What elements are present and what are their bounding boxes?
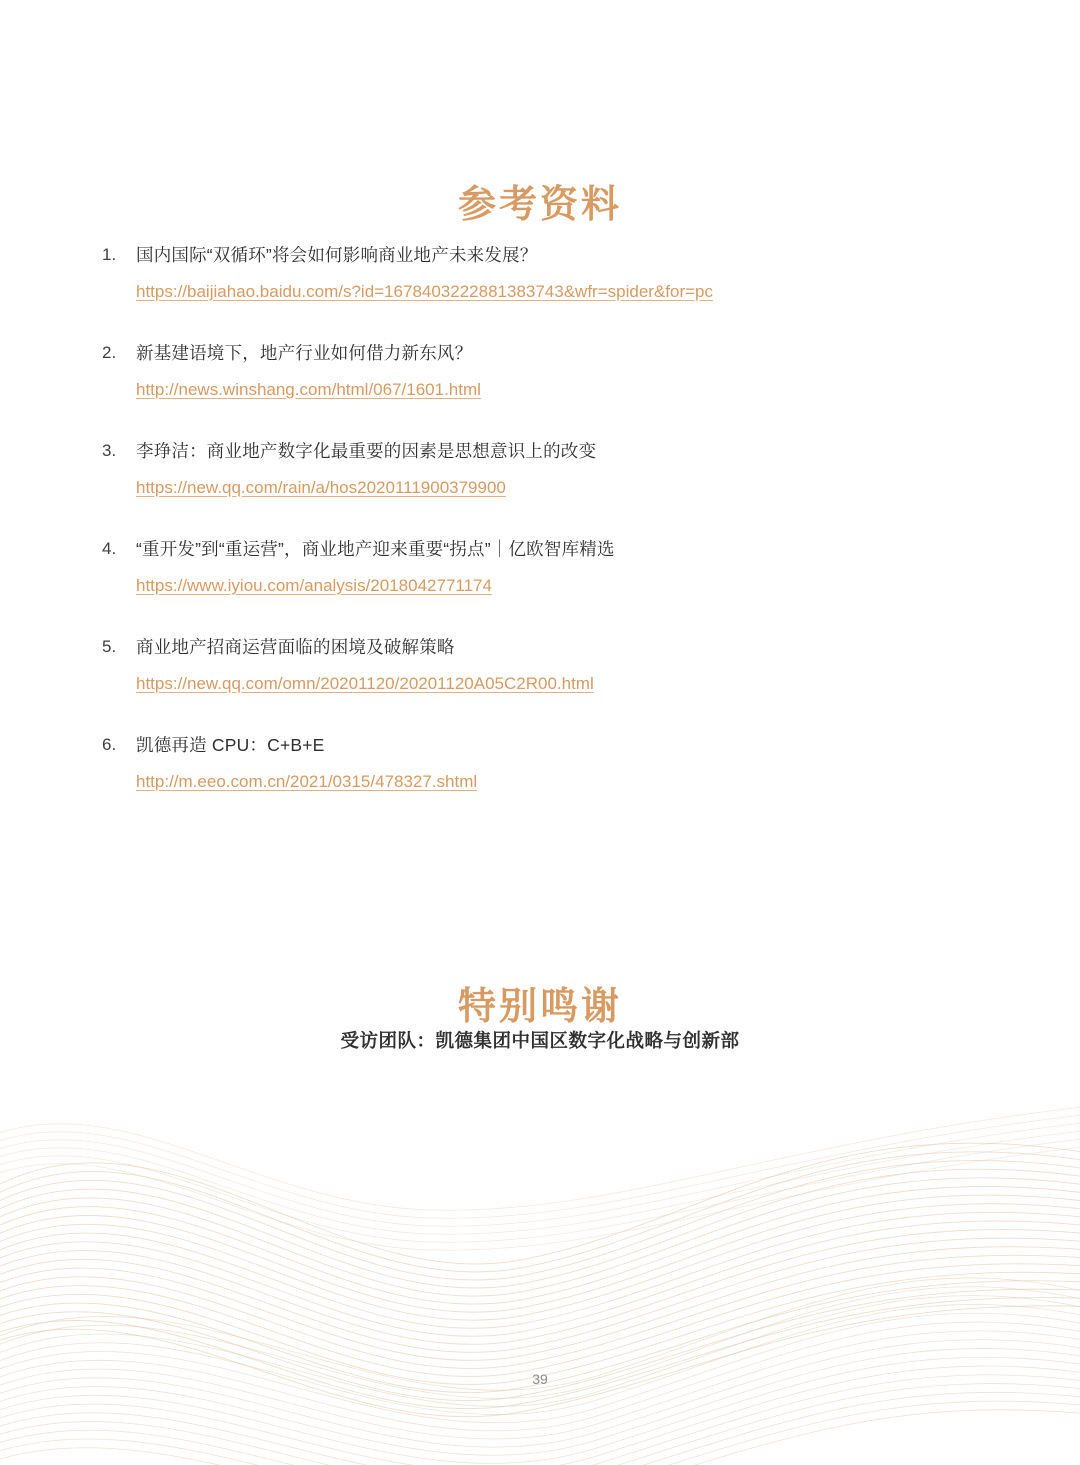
list-item-text: “重开发”到“重运营”，商业地产迎来重要“拐点”｜亿欧智库精选 bbox=[136, 539, 615, 559]
list-item-link[interactable]: https://new.qq.com/rain/a/hos2020111900379900 bbox=[136, 478, 506, 497]
list-item-text: 李琤洁：商业地产数字化最重要的因素是思想意识上的改变 bbox=[136, 441, 597, 461]
list-item-index: 2. bbox=[102, 343, 117, 362]
list-item-index: 5. bbox=[102, 637, 117, 656]
list-item bbox=[96, 436, 984, 502]
page-number: 39 bbox=[532, 1371, 548, 1387]
list-item-index: 6. bbox=[102, 735, 117, 754]
references-section-title: 参考资料 bbox=[457, 184, 622, 227]
list-item-text: 新基建语境下，地产行业如何借力新东风？ bbox=[136, 343, 473, 363]
list-item-text: 商业地产招商运营面临的困境及破解策略 bbox=[136, 637, 455, 657]
list-item-link[interactable]: https://www.iyiou.com/analysis/2018042771174 bbox=[136, 576, 492, 595]
list-item bbox=[96, 534, 984, 600]
list-item-body bbox=[136, 240, 984, 306]
list-item bbox=[96, 338, 984, 404]
list-item bbox=[96, 730, 984, 796]
list-item-link[interactable]: https://baijiahao.baidu.com/s?id=1678403222881383743&wfr=spider&for=pc bbox=[136, 282, 714, 301]
list-item-index: 1. bbox=[102, 245, 117, 264]
list-item-body bbox=[136, 534, 984, 600]
list-item-link[interactable]: http://news.winshang.com/html/067/1601.html bbox=[136, 380, 481, 399]
list-item-body bbox=[136, 730, 984, 796]
list-item bbox=[96, 240, 984, 306]
list-item-body bbox=[136, 338, 984, 404]
list-item-index: 3. bbox=[102, 441, 117, 460]
list-item-body bbox=[136, 436, 984, 502]
list-item-body bbox=[136, 632, 984, 698]
list-item-link[interactable]: https://new.qq.com/omn/20201120/20201120A05C2R00.html bbox=[136, 674, 594, 693]
list-item-index: 4. bbox=[102, 539, 117, 558]
decorative-wave-graphic bbox=[0, 1045, 1080, 1465]
list-item-text: 凯德再造 CPU：C+B+E bbox=[136, 735, 325, 755]
thanks-section-title: 特别鸣谢 bbox=[457, 986, 622, 1029]
thanks-credit-line: 受访团队：凯德集团中国区数字化战略与创新部 bbox=[340, 1030, 740, 1051]
list-item-link[interactable]: http://m.eeo.com.cn/2021/0315/478327.shtml bbox=[136, 772, 478, 791]
reference-list bbox=[96, 240, 984, 828]
list-item bbox=[96, 632, 984, 698]
list-item-text: 国内国际“双循环”将会如何影响商业地产未来发展？ bbox=[136, 245, 538, 265]
